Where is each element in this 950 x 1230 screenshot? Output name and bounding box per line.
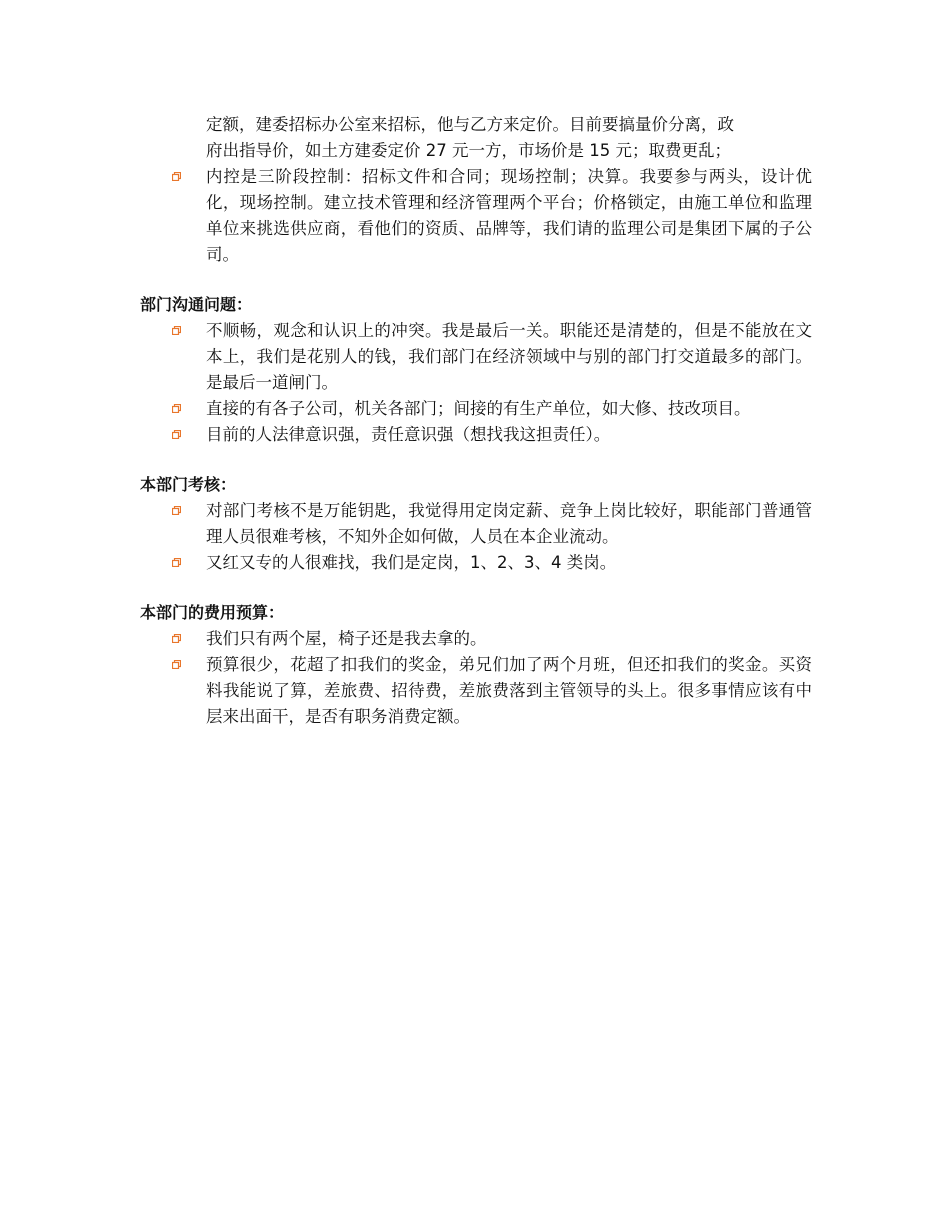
section-budget [140,600,812,730]
section-communication [140,292,812,448]
section-heading: 本部门考核： [140,475,237,494]
square-checkbox-bullet-icon [172,404,181,413]
square-checkbox-bullet-icon [172,430,181,439]
list-item [206,422,812,448]
square-checkbox-bullet-icon [172,558,181,567]
square-checkbox-bullet-icon [172,660,181,669]
list-item-text: 对部门考核不是万能钥匙，我觉得用定岗定薪、竞争上岗比较好，职能部门普通管理人员很难考核，不知外企如何做，人员在本企业流动。 [206,501,812,546]
section-heading: 部门沟通问题： [140,295,253,314]
continued-paragraph [206,112,812,164]
continued-line: 府出指导价，如土方建委定价 27 元一方，市场价是 15 元；取费更乱； [206,141,731,160]
list-item [206,550,812,576]
list-item-text: 不顺畅，观念和认识上的冲突。我是最后一关。职能还是清楚的，但是不能放在文本上，我们是花别人的钱，我们部门在经济领域中与别的部门打交道最多的部门。是最后一道闸门。 [206,321,812,392]
square-checkbox-bullet-icon [172,634,181,643]
square-checkbox-bullet-icon [172,506,181,515]
section-heading: 本部门的费用预算： [140,603,285,622]
bullet-list [140,318,812,448]
bullet-list [140,626,812,730]
bullet-list [140,498,812,576]
list-item [206,498,812,550]
continued-line: 定额，建委招标办公室来招标，他与乙方来定价。目前要搞量价分离，政 [206,115,734,134]
list-item-text: 又红又专的人很难找，我们是定岗，1、2、3、4 类岗。 [206,553,617,572]
list-item-text: 内控是三阶段控制：招标文件和合同；现场控制；决算。我要参与两头，设计优化，现场控制。建立技术管理和经济管理两个平台；价格锁定，由施工单位和监理单位来挑选供应商，看他们的资质、品牌等，我们请的监理公司是集团下属的子公司。 [206,167,812,264]
intro-bullet-list [140,164,812,268]
list-item [206,652,812,730]
document-content [140,112,812,730]
list-item [206,396,812,422]
list-item [206,318,812,396]
list-item-text: 目前的人法律意识强，责任意识强（想找我这担责任）。 [206,425,611,444]
list-item [206,626,812,652]
square-checkbox-bullet-icon [172,326,181,335]
list-item-text: 我们只有两个屋，椅子还是我去拿的。 [206,629,487,648]
section-assessment [140,472,812,576]
list-item-text: 预算很少，花超了扣我们的奖金，弟兄们加了两个月班，但还扣我们的奖金。买资料我能说了算，差旅费、招待费，差旅费落到主管领导的头上。很多事情应该有中层来出面干，是否有职务消费定额。 [206,655,812,726]
square-checkbox-bullet-icon [172,172,181,181]
list-item-text: 直接的有各子公司，机关各部门；间接的有生产单位，如大修、技改项目。 [206,399,751,418]
list-item [206,164,812,268]
